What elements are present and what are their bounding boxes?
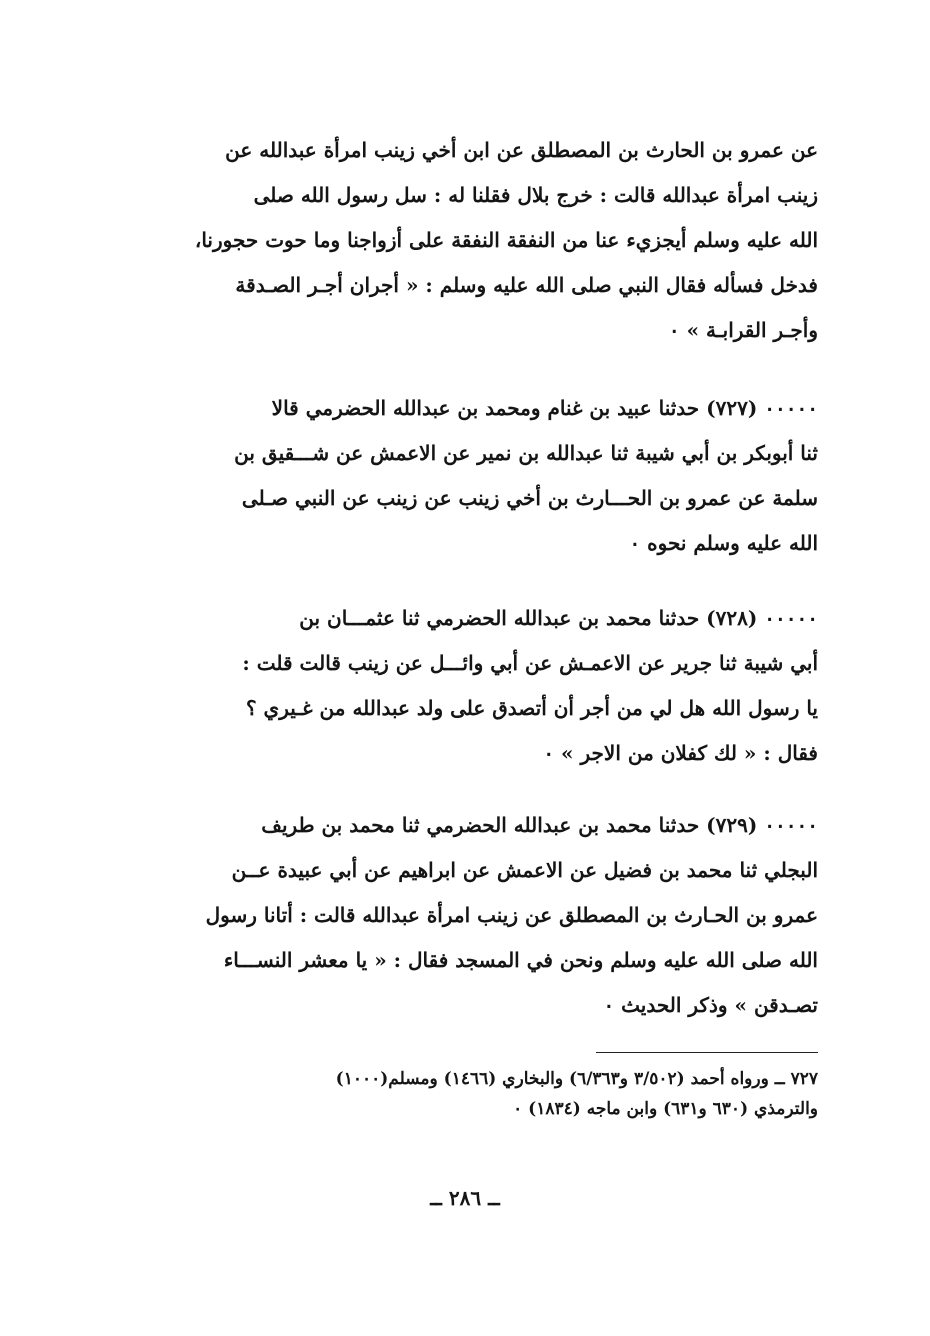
paragraph-line: الله عليه وسلم أيجزيء عنا من النفقة النفقة على أزواجنا وما حوت حجورنا،: [194, 228, 818, 252]
paragraph-line: ثنا أبوبكر بن أبي شيبة ثنا عبدالله بن نمير عن الاعمش عن شـــقيق بن: [234, 441, 818, 465]
footnote-divider: [596, 1052, 818, 1053]
page-number: ــ ٢٨٦ ــ: [430, 1186, 500, 1210]
footnote-line: والترمذي (٦٣٠ و٦٣١) وابن ماجه (١٨٣٤) ٠: [513, 1099, 818, 1119]
paragraph-line: فدخل فسأله فقال النبي صلى الله عليه وسلم : « أجران أجـر الصـدقة: [235, 273, 818, 297]
footnote: [112, 1064, 818, 1124]
paragraph-hadith-729: [112, 803, 818, 1028]
paragraph-hadith-728: [112, 596, 818, 776]
paragraph-line: فقال : « لك كفلان من الاجر » ٠: [543, 741, 818, 765]
paragraph-1: [112, 128, 818, 353]
paragraph-line: عن عمرو بن الحارث بن المصطلق عن ابن أخي زينب امرأة عبدالله عن: [225, 138, 818, 162]
paragraph-line: تصـدقن » وذكر الحديث ٠: [603, 993, 818, 1017]
paragraph-line: ٠٠٠٠٠ (٧٢٨) حدثنا محمد بن عبدالله الحضرمي ثنا عثمـــان بن: [299, 606, 818, 630]
footnote-line: ٧٢٧ ــ ورواه أحمد (٣/٥٠٢ و٦/٣٦٣) والبخاري (١٤٦٦) ومسلم(١٠٠٠): [335, 1069, 818, 1089]
paragraph-line: زينب امرأة عبدالله قالت : خرج بلال فقلنا له : سل رسول الله صلى: [253, 183, 818, 207]
paragraph-line: أبي شيبة ثنا جرير عن الاعمـش عن أبي وائـــل عن زينب قالت قلت :: [242, 651, 818, 675]
paragraph-hadith-727: [112, 386, 818, 566]
paragraph-line: الله عليه وسلم نحوه ٠: [629, 531, 818, 555]
paragraph-line: سلمة عن عمرو بن الحـــارث بن أخي زينب عن زينب عن النبي صـلى: [241, 486, 818, 510]
paragraph-line: عمرو بن الحـارث بن المصطلق عن زينب امرأة عبدالله قالت : أتانا رسول: [205, 903, 818, 927]
paragraph-line: ٠٠٠٠٠ (٧٢٧) حدثنا عبيد بن غنام ومحمد بن عبدالله الحضرمي قالا: [271, 396, 818, 420]
paragraph-line: البجلي ثنا محمد بن فضيل عن الاعمش عن ابراهيم عن أبي عبيدة عــن: [231, 858, 818, 882]
paragraph-line: يا رسول الله هل لي من أجر أن أتصدق على ولد عبدالله من غـيري ؟: [245, 696, 818, 720]
paragraph-line: الله صلى الله عليه وسلم ونحن في المسجد فقال : « يا معشر النســـاء: [223, 948, 818, 972]
paragraph-line: وأجـر القرابـة » ٠: [668, 318, 818, 342]
paragraph-line: ٠٠٠٠٠ (٧٢٩) حدثنا محمد بن عبدالله الحضرمي ثنا محمد بن طريف: [261, 813, 818, 837]
